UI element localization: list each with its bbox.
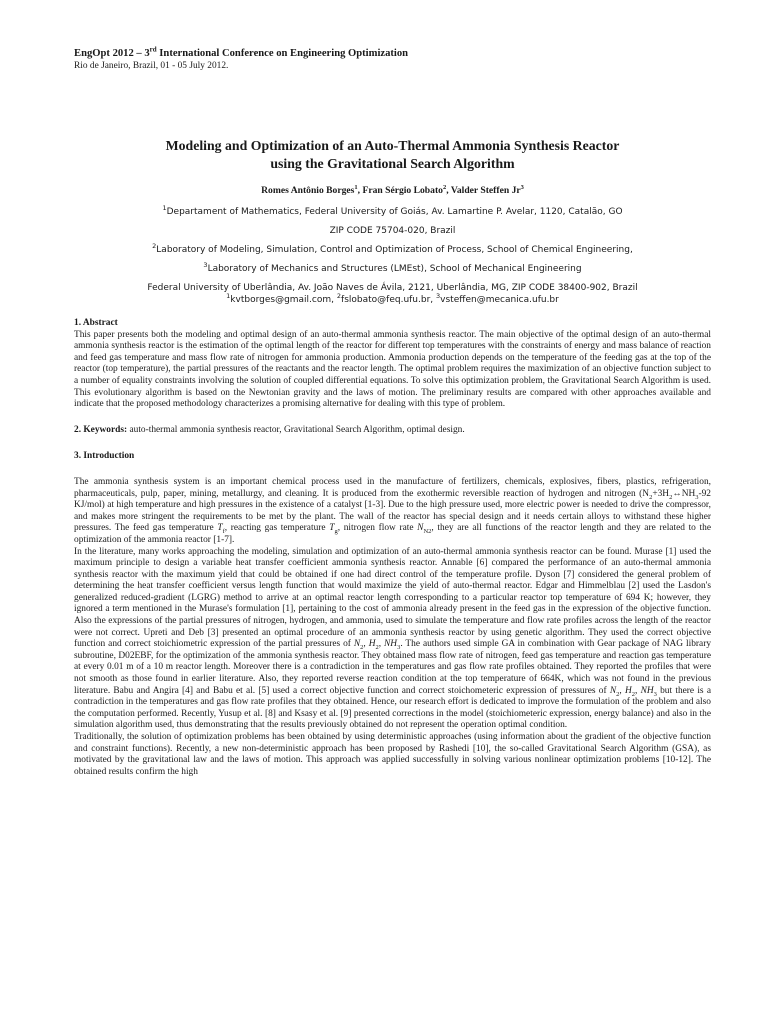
symbol-H2: H — [624, 685, 632, 696]
text-run: In the literature, many works approaching the modeling, simulation and optimization of an auto-thermal ammonia synthesis reactor can be found. Murase [1] used the maximum principle to design a variable heat transfer coefficient ammonia synthesis reactor. Annable [6] compared the performance of an auto-thermal ammonia synthesis reactor with the maximum yield that could be obtained if one had direct control of the temperature profile. Dyson [7] considered the general problem of determining the heat transfer coefficient versus length function that would maximize the yield of auto-thermal reactor. Edgar and Himmelblau [2] used the Lasdon's generalized reduced-gradient (LGRG) method to arrive at an optimal reactor length corresponding to a particular reactor top temperature of 694 K; however, they ignored a term mentioned in the Murase's formulation [1], pertaining to the cost of ammonia already present in the feed gas in the expression of the objective function. Also the expressions of the partial pressures of nitrogen, hydrogen, and ammonia, used to simulate the temperature and flow rate profiles across the length of the reactor were not correct. Upreti and Deb [3] presented an optimal procedure of an ammonia synthesis reactor by using genetic algorithm. They used the correct objective function and correct stoichiometric expression of the partial pressures of — [74, 546, 711, 650]
introduction-paragraph-1 — [74, 477, 711, 547]
subscript: g — [334, 528, 338, 536]
affiliation-2-sup: 2 — [152, 242, 157, 250]
symbol-NH3: NH — [640, 685, 654, 696]
email-2-sup: 2 — [336, 292, 342, 300]
keywords-text: auto-thermal ammonia synthesis reactor, Gravitational Search Algorithm, optimal design. — [127, 424, 465, 435]
subscript: N2 — [423, 528, 432, 536]
introduction-paragraph-2 — [74, 547, 711, 733]
author-emails — [74, 294, 711, 306]
conference-title-prefix: EngOpt 2012 – 3 — [74, 48, 150, 59]
abstract-text: This paper presents both the modeling and optimal design of an auto-thermal ammonia synthesis reactor. The main objective of the optimal design of an auto-thermal ammonia synthesis reactor is the estimation of the optimal length of the reactor for different top temperatures with the constraints of energy and mass balance of reaction and feed gas temperature and mass flow rate of nitrogen for ammonia production. Ammonia production depends on the temperature of the feeding gas at the top of the reactor (top temperature), the partial pressures of the reactants and the reactor length. The optimal problem requires the maximization of an objective function subject to a number of equality constraints involving the solution of coupled differential equations. To solve this optimization problem, the Gravitational Search Algorithm is used. This evolutionary algorithm is based on the Newtonian gravity and the laws of motion. The preliminary results are compared with other approaches available and indicate that the proposed methodology characterizes a promising alternative for dealing with this type of problem. — [74, 329, 711, 410]
conference-title-suffix: International Conference on Engineering Optimization — [156, 48, 409, 59]
email-separator: , — [430, 295, 437, 305]
keywords-heading: 2. Keywords: — [74, 424, 128, 435]
subscript: 2 — [360, 644, 364, 652]
symbol-N2: N — [609, 685, 617, 696]
keywords-section — [74, 425, 711, 437]
symbol-Tg: T — [329, 523, 335, 534]
conference-ordinal-sup: rd — [149, 45, 157, 54]
affiliation-2 — [74, 244, 711, 256]
affiliation-1-line-2: ZIP CODE 75704-020, Brazil — [329, 226, 456, 236]
text-run: , nitrogen flow rate — [337, 523, 418, 534]
symbol-Tf: T — [217, 523, 223, 534]
text-run: -92 KJ/mol) at high temperature and high pressures in the existence of a catalyst [1-3]. Due to the high pressure used, more electric power is needed to drive the compressor, and makes more stringent the requirements to be met by the plant. The wall of the reactor has special design and it needs certain alloys to withstand these higher pressures. The feed gas temperature — [74, 488, 711, 534]
subscript: 2 — [669, 493, 673, 501]
affiliation-address: Federal University of Uberlândia, Av. João Naves de Ávila, 2121, Uberlândia, MG, ZIP CODE 38400-902, Brazil — [147, 283, 638, 293]
text-run: The ammonia synthesis system is an important chemical process used in the manufacture of fertilizers, chemicals, explosives, fibers, plastics, refrigeration, pharmaceuticals, pulp, paper, mining, metallurgy, and cleaning. It is produced from the exothermic reversible reaction of hydrogen and nitrogen (N — [74, 476, 711, 499]
subscript: 2 — [631, 690, 635, 698]
author-3-sup: 3 — [520, 183, 524, 191]
introduction-heading: 3. Introduction — [74, 451, 135, 462]
author-1: Romes Antônio Borges — [261, 185, 355, 196]
subscript: f — [222, 528, 225, 536]
text-run: but there is a contradiction in the temperatures and gas flow rate profiles that they obtained. Hence, our research effort is dedicated to improve the formulation of the problem and also the computation performed. Recently, Yusup et al. [8] and Ksasy et al. [9] presented corrections in the model (stoichiometeric expression, energy balance) and also in the simulation algorithm used, thus demonstrating that the results previously obtained do not represent the operation optimal condition. — [74, 685, 711, 731]
author-2: Fran Sérgio Lobato — [362, 185, 443, 196]
introduction-body — [74, 477, 711, 778]
paper-title-line-2: using the Gravitational Search Algorithm — [270, 156, 515, 171]
text-run: , they are all functions of the reactor length and they are related to the optimization of the ammonia reactor [1-7]. — [74, 523, 711, 545]
affiliation-3-text: Laboratory of Mechanics and Structures (LMEst), School of Mechanical Engineering — [207, 264, 582, 274]
affiliations — [74, 206, 711, 306]
author-list — [74, 184, 711, 198]
author-3: Valder Steffen Jr — [450, 185, 521, 196]
conference-place: Rio de Janeiro, Brazil, 01 - 05 July 2012. — [74, 61, 229, 71]
affiliation-3 — [74, 263, 711, 275]
symbol-N: N — [417, 523, 424, 534]
email-3: vsteffen@mecanica.ufu.br — [440, 295, 559, 305]
conference-header — [74, 0, 711, 73]
text-run: , — [378, 639, 385, 650]
subscript: 3 — [695, 493, 699, 501]
text-run: , reacting gas temperature — [224, 523, 330, 534]
paper-title-line-1: Modeling and Optimization of an Auto-Thermal Ammonia Synthesis Reactor — [165, 138, 620, 153]
text-run: . The authors used simple GA in combination with Gear package of NAG library subroutine, D02EBF, for the optimization of the ammonia synthesis reactor. They obtained mass flow rate of nitrogen, feed gas temperature and reaction gas temperature at every 0.01 m of a 10 m reactor length. Moreover there is a contradiction in the temperatures and gas flow rate profiles obtained. They reported the profiles that were not smooth as those found in earlier literature. Also, they reported reverse reaction condition at the top temperature of 664K, which was not found in the previous literature. Babu and Angira [4] and Babu et al. [5] used a correct objective function and correct stoichometeric expression of pressures of — [74, 639, 712, 696]
email-1-sup: 1 — [226, 292, 231, 300]
symbol-N2: N — [353, 639, 361, 650]
author-1-sup: 1 — [354, 183, 358, 191]
text-run: ↔NH — [672, 488, 696, 499]
author-separator: , — [357, 185, 363, 196]
introduction-section — [74, 451, 711, 778]
symbol-NH3: NH — [384, 639, 398, 650]
affiliation-1-text: Departament of Mathematics, Federal University of Goiás, Av. Lamartine P. Avelar, 1120, Catalão, GO — [166, 207, 623, 217]
text-run: +3H — [652, 488, 670, 499]
abstract-section — [74, 318, 711, 411]
paper-title — [74, 137, 711, 173]
subscript: 2 — [375, 644, 379, 652]
text-run: , — [634, 685, 641, 696]
subscript: 3 — [397, 644, 401, 652]
affiliation-1-sup: 1 — [162, 204, 167, 212]
email-2: fslobato@feq.ufu.br — [341, 295, 431, 305]
subscript: 2 — [616, 690, 620, 698]
author-2-sup: 2 — [442, 183, 447, 191]
email-3-sup: 3 — [436, 292, 441, 300]
subscript: 2 — [649, 493, 653, 501]
text-run: , — [363, 639, 369, 650]
symbol-H2: H — [368, 639, 376, 650]
subscript: 3 — [653, 690, 657, 698]
affiliation-3-sup: 3 — [203, 261, 208, 269]
abstract-heading: 1. Abstract — [74, 318, 118, 328]
conference-title — [74, 47, 711, 60]
author-separator: , — [446, 185, 451, 196]
email-separator: , — [331, 295, 337, 305]
affiliation-2-text: Laboratory of Modeling, Simulation, Control and Optimization of Process, School of Chemical Engineering, — [156, 245, 633, 255]
introduction-paragraph-3: Traditionally, the solution of optimization problems has been obtained by using deterministic approaches (using information about the gradient of the objective function and constraint functions). Recently, a new non-deterministic approach has been proposed by Rashedi [10], the so-called Gravitational Search Algorithm (GSA), as motivated by the gravitational law and the laws of motion. This approach was applied successfully in solving various nonlinear optimization problems [10-12]. The obtained results confirm the high — [74, 732, 711, 777]
text-run: , — [619, 685, 625, 696]
affiliation-1-line-1 — [74, 206, 711, 218]
email-1: kvtborges@gmail.com — [230, 295, 332, 305]
